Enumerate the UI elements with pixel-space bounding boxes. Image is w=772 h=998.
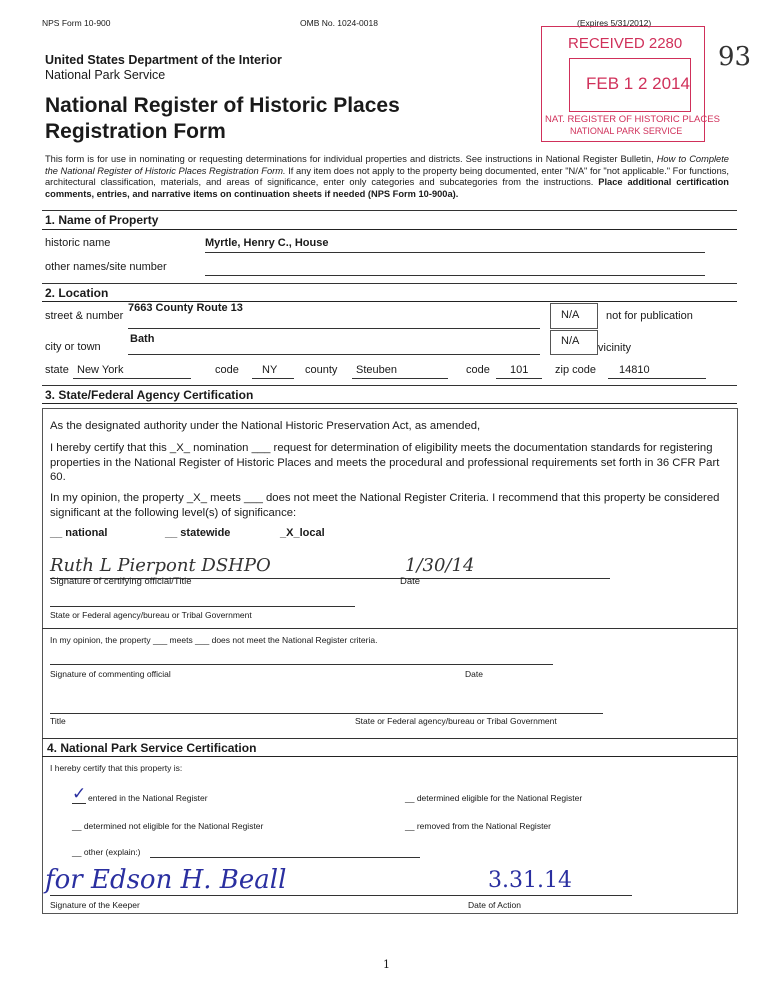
- agency: National Park Service: [45, 68, 166, 82]
- section-1-heading: 1. Name of Property: [45, 213, 159, 227]
- expires-date: (Expires 5/31/2012): [577, 18, 652, 28]
- city-value: Bath: [130, 333, 155, 345]
- opinion-text: In my opinion, the property _X_ meets ___ does not meet the National Register Criteria. I recommend that this property be considered significant at the following level(s) of significance:: [50, 492, 720, 519]
- option-entered: entered in the National Register: [88, 793, 208, 803]
- commenting-date-label: Date: [465, 669, 483, 679]
- section-3-heading: 3. State/Federal Agency Certification: [45, 388, 254, 402]
- commenting-sig-label: Signature of commenting official: [50, 669, 171, 679]
- not-for-publication-label: not for publication: [606, 310, 693, 322]
- sig-label: Signature of certifying official/Title: [50, 576, 192, 587]
- option-removed: __ removed from the National Register: [405, 821, 551, 831]
- title-label: Title: [50, 716, 66, 726]
- other-names-label: other names/site number: [45, 261, 167, 273]
- certifying-date: 1/30/14: [405, 555, 475, 576]
- city-label: city or town: [45, 341, 101, 353]
- vicinity-box: N/A: [550, 330, 598, 355]
- level-statewide: __ statewide: [165, 527, 231, 539]
- option-determined-not-eligible: __ determined not eligible for the National Register: [72, 821, 264, 831]
- vicinity-label: vicinity: [598, 342, 632, 354]
- level-local: _X_local: [280, 527, 325, 539]
- not-for-publication-box: N/A: [550, 303, 598, 329]
- keeper-signature: for Edson H. Beall: [45, 865, 287, 895]
- zip-label: zip code: [555, 364, 596, 376]
- historic-name-value: Myrtle, Henry C., House: [205, 237, 329, 249]
- department: United States Department of the Interior: [45, 53, 282, 67]
- omb-number: OMB No. 1024-0018: [300, 18, 378, 28]
- commenting-opinion-text: In my opinion, the property ___ meets ___ does not meet the National Register criteria.: [50, 635, 378, 645]
- agency-label: State or Federal agency/bureau or Tribal Government: [50, 610, 252, 620]
- county-label: county: [305, 364, 338, 376]
- date-label: Date: [400, 576, 421, 587]
- received-stamp: [541, 26, 720, 142]
- handwritten-number: 93: [718, 42, 752, 72]
- option-determined-eligible: __ determined eligible for the National Register: [405, 793, 583, 803]
- nps-certify-text: I hereby certify that this property is:: [50, 763, 183, 773]
- county-value: Steuben: [356, 364, 397, 376]
- certifying-signature: Ruth L Pierpont DSHPO: [50, 555, 271, 576]
- commenting-agency-label: State or Federal agency/bureau or Tribal Government: [355, 716, 557, 726]
- action-date-label: Date of Action: [468, 900, 521, 910]
- checkmark-icon: ✓: [72, 784, 87, 804]
- level-national: __ national: [50, 527, 108, 539]
- page-number: 1: [383, 958, 390, 971]
- county-code-value: 101: [510, 364, 529, 376]
- option-other: __ other (explain:): [72, 847, 141, 857]
- historic-name-label: historic name: [45, 237, 111, 249]
- state-code-label: code: [215, 364, 239, 376]
- form-number: NPS Form 10-900: [42, 18, 111, 28]
- stamp-line1: NAT. REGISTER OF HISTORIC PLACES: [545, 114, 720, 125]
- stamp-received: RECEIVED 2280: [568, 35, 683, 52]
- county-code-label: code: [466, 364, 490, 376]
- state-value: New York: [77, 364, 124, 376]
- stamp-date: FEB 1 2 2014: [586, 74, 690, 93]
- street-value: 7663 County Route 13: [128, 302, 243, 314]
- keeper-sig-label: Signature of the Keeper: [50, 900, 140, 910]
- authority-text: As the designated authority under the National Historic Preservation Act, as amended,: [50, 420, 481, 432]
- section-4-heading: 4. National Park Service Certification: [47, 741, 257, 755]
- page-title: National Register of Historic Places Registration Form: [45, 94, 400, 143]
- section-2-heading: 2. Location: [45, 286, 109, 300]
- state-code-value: NY: [262, 364, 278, 376]
- instructions: This form is for use in nominating or requesting determinations for individual properties and districts. See instructions in National Register Bulletin, How to Complete the National Register of Historic Places Registration Form. If any item does not apply to the property being documented, enter "N/A" for "not applicable." For functions, architectural classification, materials, and areas of significance, enter only categories and subcategories from the instructions. Place additional certification comments, entries, and narrative items on continuation sheets if needed (NPS Form 10-900a).: [45, 154, 730, 199]
- stamp-line2: NATIONAL PARK SERVICE: [570, 126, 683, 136]
- zip-value: 14810: [619, 364, 650, 376]
- state-label: state: [45, 364, 69, 376]
- certify-text: I hereby certify that this _X_ nomination ___ request for determination of eligibility meets the documentation standards for registering properties in the National Register of Historic Places and meets the procedural and professional requirements set forth in 36 CFR Part 60.: [50, 442, 720, 483]
- street-label: street & number: [45, 310, 124, 322]
- action-date: 3.31.14: [488, 868, 572, 893]
